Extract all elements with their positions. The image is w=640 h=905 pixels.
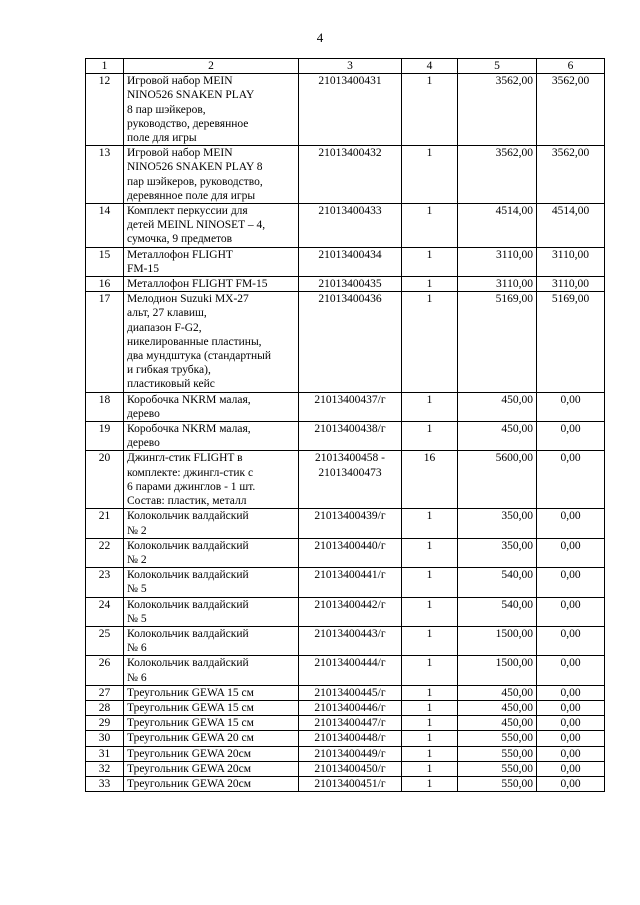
item-name: Игровой набор MEIN NINO526 SNAKEN PLAY 8 пар шэйкеров, руководство, деревянное поле для игры <box>124 74 299 146</box>
quantity: 1 <box>402 597 458 626</box>
table-row <box>86 392 605 421</box>
header-cell: 6 <box>537 59 605 74</box>
table-row <box>86 538 605 567</box>
inventory-code: 21013400450/г <box>299 761 402 776</box>
row-number: 19 <box>86 422 124 451</box>
total-value: 0,00 <box>537 422 605 451</box>
total-value: 0,00 <box>537 776 605 791</box>
inventory-code: 21013400434 <box>299 247 402 276</box>
quantity: 1 <box>402 746 458 761</box>
page-number: 4 <box>316 30 324 45</box>
quantity: 1 <box>402 204 458 248</box>
unit-price: 550,00 <box>458 761 537 776</box>
unit-price: 3110,00 <box>458 277 537 292</box>
unit-price: 5169,00 <box>458 292 537 392</box>
inventory-code: 21013400432 <box>299 146 402 204</box>
unit-price: 5600,00 <box>458 451 537 509</box>
inventory-code: 21013400447/г <box>299 716 402 731</box>
item-name: Металлофон FLIGHT FM-15 <box>124 277 299 292</box>
inventory-code: 21013400431 <box>299 74 402 146</box>
quantity: 1 <box>402 700 458 715</box>
header-cell: 1 <box>86 59 124 74</box>
table-row <box>86 731 605 746</box>
item-name: Треугольник GEWA 20см <box>124 746 299 761</box>
quantity: 1 <box>402 761 458 776</box>
row-number: 25 <box>86 626 124 655</box>
table-row <box>86 74 605 146</box>
unit-price: 350,00 <box>458 538 537 567</box>
quantity: 1 <box>402 277 458 292</box>
row-number: 21 <box>86 509 124 538</box>
header-row <box>86 59 605 74</box>
table-row <box>86 247 605 276</box>
unit-price: 1500,00 <box>458 626 537 655</box>
total-value: 0,00 <box>537 509 605 538</box>
quantity: 1 <box>402 776 458 791</box>
quantity: 1 <box>402 146 458 204</box>
row-number: 17 <box>86 292 124 392</box>
inventory-code: 21013400439/г <box>299 509 402 538</box>
inventory-code: 21013400440/г <box>299 538 402 567</box>
table-row <box>86 292 605 392</box>
inventory-code: 21013400442/г <box>299 597 402 626</box>
table-row <box>86 656 605 685</box>
total-value: 0,00 <box>537 746 605 761</box>
row-number: 27 <box>86 685 124 700</box>
row-number: 16 <box>86 277 124 292</box>
quantity: 1 <box>402 656 458 685</box>
header-cell: 3 <box>299 59 402 74</box>
inventory-code: 21013400458 - 21013400473 <box>299 451 402 509</box>
inventory-code: 21013400443/г <box>299 626 402 655</box>
unit-price: 450,00 <box>458 716 537 731</box>
item-name: Треугольник GEWA 15 см <box>124 685 299 700</box>
quantity: 1 <box>402 716 458 731</box>
item-name: Джингл-стик FLIGHT в комплекте: джингл-стик с 6 парами джинглов - 1 шт. Состав: пластик, металл <box>124 451 299 509</box>
unit-price: 450,00 <box>458 422 537 451</box>
item-name: Треугольник GEWA 15 см <box>124 716 299 731</box>
row-number: 13 <box>86 146 124 204</box>
row-number: 30 <box>86 731 124 746</box>
unit-price: 550,00 <box>458 731 537 746</box>
row-number: 14 <box>86 204 124 248</box>
unit-price: 350,00 <box>458 509 537 538</box>
row-number: 32 <box>86 761 124 776</box>
row-number: 24 <box>86 597 124 626</box>
unit-price: 450,00 <box>458 700 537 715</box>
items-table <box>85 58 605 792</box>
unit-price: 540,00 <box>458 568 537 597</box>
header-cell: 2 <box>124 59 299 74</box>
item-name: Треугольник GEWA 20см <box>124 776 299 791</box>
total-value: 0,00 <box>537 685 605 700</box>
inventory-code: 21013400438/г <box>299 422 402 451</box>
item-name: Треугольник GEWA 20 см <box>124 731 299 746</box>
item-name: Колокольчик валдайский № 6 <box>124 626 299 655</box>
total-value: 5169,00 <box>537 292 605 392</box>
total-value: 0,00 <box>537 451 605 509</box>
quantity: 1 <box>402 538 458 567</box>
unit-price: 3562,00 <box>458 146 537 204</box>
inventory-code: 21013400445/г <box>299 685 402 700</box>
table-row <box>86 146 605 204</box>
row-number: 28 <box>86 700 124 715</box>
inventory-code: 21013400448/г <box>299 731 402 746</box>
inventory-code: 21013400449/г <box>299 746 402 761</box>
inventory-code: 21013400446/г <box>299 700 402 715</box>
total-value: 3562,00 <box>537 74 605 146</box>
total-value: 0,00 <box>537 392 605 421</box>
item-name: Колокольчик валдайский № 2 <box>124 538 299 567</box>
header-cell: 4 <box>402 59 458 74</box>
quantity: 1 <box>402 731 458 746</box>
header-cell: 5 <box>458 59 537 74</box>
table-row <box>86 776 605 791</box>
total-value: 0,00 <box>537 716 605 731</box>
unit-price: 1500,00 <box>458 656 537 685</box>
inventory-code: 21013400441/г <box>299 568 402 597</box>
row-number: 15 <box>86 247 124 276</box>
item-name: Колокольчик валдайский № 6 <box>124 656 299 685</box>
unit-price: 4514,00 <box>458 204 537 248</box>
table-row <box>86 277 605 292</box>
item-name: Коробочка NKRM малая, дерево <box>124 392 299 421</box>
total-value: 3110,00 <box>537 277 605 292</box>
item-name: Треугольник GEWA 15 см <box>124 700 299 715</box>
total-value: 0,00 <box>537 731 605 746</box>
total-value: 3562,00 <box>537 146 605 204</box>
table-row <box>86 761 605 776</box>
quantity: 1 <box>402 422 458 451</box>
table-row <box>86 204 605 248</box>
items-table-body <box>86 59 605 792</box>
table-row <box>86 509 605 538</box>
quantity: 1 <box>402 685 458 700</box>
quantity: 16 <box>402 451 458 509</box>
row-number: 23 <box>86 568 124 597</box>
unit-price: 450,00 <box>458 685 537 700</box>
item-name: Комплект перкуссии для детей MEINL NINOSET – 4, сумочка, 9 предметов <box>124 204 299 248</box>
total-value: 4514,00 <box>537 204 605 248</box>
table-row <box>86 597 605 626</box>
table-row <box>86 716 605 731</box>
total-value: 0,00 <box>537 656 605 685</box>
unit-price: 550,00 <box>458 746 537 761</box>
item-name: Колокольчик валдайский № 2 <box>124 509 299 538</box>
total-value: 0,00 <box>537 597 605 626</box>
inventory-code: 21013400437/г <box>299 392 402 421</box>
quantity: 1 <box>402 247 458 276</box>
table-row <box>86 700 605 715</box>
quantity: 1 <box>402 392 458 421</box>
item-name: Мелодион Suzuki MX-27 альт, 27 клавиш, диапазон F-G2, никелированные пластины, два мундштука (стандартный и гибкая трубка), пластиковый кейс <box>124 292 299 392</box>
item-name: Треугольник GEWA 20см <box>124 761 299 776</box>
inventory-code: 21013400451/г <box>299 776 402 791</box>
table-row <box>86 568 605 597</box>
inventory-code: 21013400433 <box>299 204 402 248</box>
item-name: Колокольчик валдайский № 5 <box>124 568 299 597</box>
total-value: 0,00 <box>537 700 605 715</box>
quantity: 1 <box>402 74 458 146</box>
inventory-code: 21013400436 <box>299 292 402 392</box>
total-value: 0,00 <box>537 761 605 776</box>
row-number: 26 <box>86 656 124 685</box>
item-name: Металлофон FLIGHT FM-15 <box>124 247 299 276</box>
quantity: 1 <box>402 626 458 655</box>
quantity: 1 <box>402 509 458 538</box>
row-number: 33 <box>86 776 124 791</box>
table-row <box>86 626 605 655</box>
unit-price: 550,00 <box>458 776 537 791</box>
unit-price: 3562,00 <box>458 74 537 146</box>
row-number: 12 <box>86 74 124 146</box>
quantity: 1 <box>402 568 458 597</box>
total-value: 0,00 <box>537 568 605 597</box>
item-name: Коробочка NKRM малая, дерево <box>124 422 299 451</box>
row-number: 31 <box>86 746 124 761</box>
row-number: 29 <box>86 716 124 731</box>
total-value: 0,00 <box>537 626 605 655</box>
item-name: Колокольчик валдайский № 5 <box>124 597 299 626</box>
table-row <box>86 451 605 509</box>
table-row <box>86 746 605 761</box>
row-number: 18 <box>86 392 124 421</box>
total-value: 3110,00 <box>537 247 605 276</box>
row-number: 20 <box>86 451 124 509</box>
unit-price: 540,00 <box>458 597 537 626</box>
inventory-code: 21013400444/г <box>299 656 402 685</box>
table-row <box>86 685 605 700</box>
row-number: 22 <box>86 538 124 567</box>
inventory-code: 21013400435 <box>299 277 402 292</box>
unit-price: 450,00 <box>458 392 537 421</box>
item-name: Игровой набор MEIN NINO526 SNAKEN PLAY 8 пар шэйкеров, руководство, деревянное поле для игры <box>124 146 299 204</box>
table-row <box>86 422 605 451</box>
quantity: 1 <box>402 292 458 392</box>
unit-price: 3110,00 <box>458 247 537 276</box>
total-value: 0,00 <box>537 538 605 567</box>
